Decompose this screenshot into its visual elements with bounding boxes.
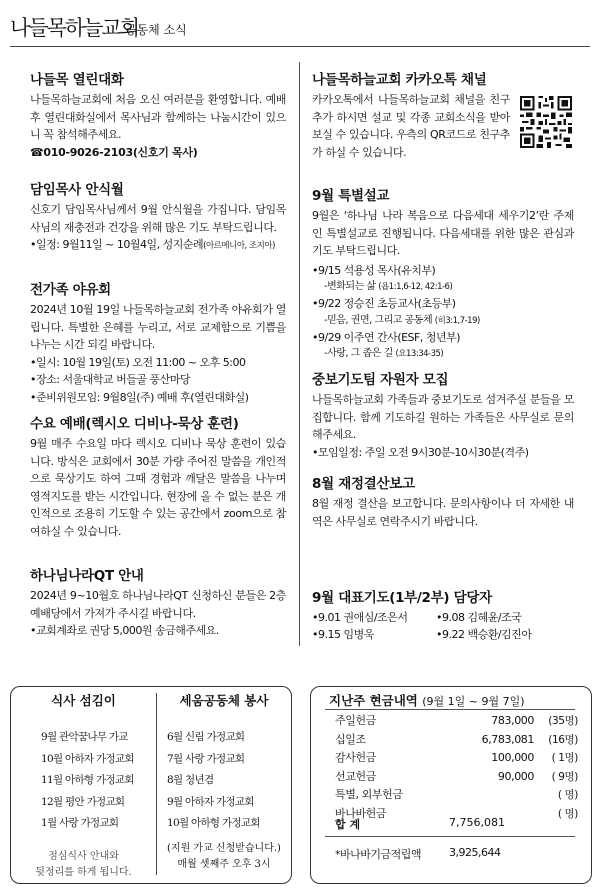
service-note: (지원 가교 신청받습니다.) 매월 셋째주 오후 3시 — [167, 842, 281, 870]
picnic-item: •준비위원모임: 9월8일(주) 예배 후(열린대화실) — [30, 390, 249, 404]
sabbatical-title: 담임목사 안식월 — [30, 182, 124, 198]
header-divider — [10, 46, 590, 47]
qt-item: •교회계좌로 권당 5,000원 송금해주세요. — [30, 624, 219, 637]
meal-item: 12월 평안 가정교회 — [41, 795, 125, 808]
service-list — [157, 707, 291, 835]
picnic-title: 전가족 야유회 — [30, 282, 111, 298]
sermon-subtitle: -변화되는 삶 (욥1:1,6-12, 42:1-6) — [324, 281, 453, 292]
welcome-phone: ☎010-9026-2103(신호기 목사) — [30, 145, 198, 159]
qt-body: 2024년 9~10월호 하나님나라QT 신청하신 분들은 2층 예배당에서 가져가 주시길 바랍니다. — [30, 589, 286, 620]
meal-column — [11, 687, 156, 881]
offering-total: 합 계 7,756,081 — [335, 816, 505, 831]
meal-item: 1월 사랑 가정교회 — [41, 817, 119, 829]
offering-row: 감사헌금 100,000 ( 1명) — [335, 751, 578, 764]
sermon-subtitle: -사랑, 그 좁은 길 (요13:34-35) — [324, 348, 444, 359]
offering-total-divider — [325, 836, 575, 837]
welcome-title: 나들목 열린대화 — [30, 72, 124, 88]
service-item: 10월 아하형 가정교회 — [167, 817, 260, 829]
barnabas-fund: *바나바기금적립액 3,925,644 — [335, 846, 501, 861]
qt-title: 하나님나라QT 안내 — [30, 568, 144, 584]
finance-body: 8월 재정 결산을 보고합니다. 문의사항이나 더 자세한 내역은 사무실로 연락주시기 바랍니다. — [312, 497, 574, 528]
duty-section — [312, 586, 574, 643]
duty-title: 9월 대표기도(1부/2부) 담당자 — [312, 590, 492, 606]
sabbatical-section — [30, 178, 286, 256]
sermon-body: 9월은 ‘하나님 나라 복음으로 다음세대 세우기2’란 주제인 특별설교로 진행됩니다. 다음세대를 위한 많은 관심과 기도 부탁드립니다. — [312, 209, 574, 257]
prayer-section — [312, 368, 574, 461]
service-title: 세움공동체 봉사 — [179, 693, 269, 708]
offering-title: 지난주 현금내역 (9월 1일 ~ 9월 7일) — [329, 693, 525, 708]
kakao-title: 나들목하늘교회 카카오톡 채널 — [312, 72, 487, 88]
offering-row: 선교헌금 90,000 ( 9명) — [335, 769, 578, 783]
picnic-item: •일시: 10월 19일(토) 오전 11:00 ~ 오후 5:00 — [30, 355, 246, 369]
sermon-item: •9/29 이주연 간사(ESF, 청년부) — [312, 330, 461, 344]
duty-item: •9.01 권애심/조은서 — [312, 611, 408, 624]
header-subtitle: 공동체 소식 — [125, 23, 187, 37]
qt-section — [30, 564, 286, 640]
sermon-subtitle: -믿음, 권면, 그리고 공동체 (히3:1,7-19) — [324, 314, 480, 326]
finance-section — [312, 472, 574, 530]
meal-list — [11, 707, 156, 835]
lectio-title: 수요 예배(렉시오 디비나-묵상 훈련) — [30, 416, 239, 432]
meal-item: 10월 아하자 가정교회 — [41, 752, 134, 765]
church-logo: 나들목하늘교회 — [10, 16, 139, 40]
offering-row: 십일조 6,783,081 (16명) — [335, 732, 578, 746]
offering-top-divider — [325, 709, 575, 710]
picnic-section — [30, 278, 286, 406]
service-item: 9월 아하자 가정교회 — [167, 795, 254, 808]
meal-service-box — [10, 686, 292, 884]
qr-code-icon[interactable] — [520, 96, 572, 148]
prayer-body: 나들목하늘교회 가족들과 중보기도로 섬겨주실 분들을 모집합니다. 함께 기도하길 원하는 가족들은 사무실로 문의해주세요. — [312, 393, 574, 441]
kakao-body: 카카오톡에서 나들목하늘교회 채널을 친구추가 하시면 설교 및 각종 교회소식을 받아보실 수 있습니다. 우측의 QR코드로 친구추가 하실 수 있습니다. — [312, 93, 510, 159]
sermon-item: •9/15 석용성 목사(유치부) — [312, 263, 436, 277]
offering-box — [310, 686, 592, 884]
meal-item: 9월 관악꿈나무 가교 — [41, 731, 128, 743]
welcome-body: 나들목하늘교회에 처음 오신 여러분을 환영합니다. 예배 후 열린대화실에서 목사님과 함께하는 나눔시간이 있으니 꼭 참석해주세요. — [30, 93, 286, 141]
service-item: 7월 사랑 가정교회 — [167, 752, 245, 765]
sermon-title: 9월 특별설교 — [312, 188, 390, 204]
lectio-body: 9월 매주 수요일 마다 렉시오 디비나 묵상 훈련이 있습니다. 방식은 교회에서 30분 가량 주어진 말씀을 개인적으로 묵상기도 하여 그때 경험과 깨달은 말씀을 나누며 영적지도를 받는 시간입니다. 현장에 올 수 없는 분은 개인적으로 조용히 기도할 수 있는 공간에서 zoom으로 참여하실 수 있습니다. — [30, 437, 286, 538]
duty-item: •9.08 김혜윤/조국 — [436, 611, 522, 624]
offering-rows — [333, 712, 578, 823]
service-item: 6월 신림 가정교회 — [167, 731, 245, 743]
duty-list — [312, 609, 574, 643]
sabbatical-body: 신호기 담임목사님께서 9월 안식월을 가집니다. 담임목사님의 재충전과 건강을 위해 많은 기도 부탁드립니다. — [30, 203, 286, 234]
offering-row: 주일헌금 783,000 (35명) — [335, 714, 578, 727]
finance-title: 8월 재정결산보고 — [312, 476, 415, 492]
kakao-section — [312, 68, 574, 161]
service-item: 8월 청년겸 — [167, 774, 214, 786]
sermon-section — [312, 184, 574, 362]
meal-item: 11월 아하형 가정교회 — [41, 774, 134, 786]
sabbatical-schedule: •일정: 9월11일 ~ 10월4일, 성지순례(아르메니아, 조지아) — [30, 238, 275, 251]
duty-item: •9.22 백승환/김진아 — [436, 628, 532, 641]
offering-row: 특별, 외부헌금 ( 명) — [335, 788, 578, 801]
picnic-item: •장소: 서울대학교 버들골 풍산마당 — [30, 373, 190, 386]
picnic-body: 2024년 10월 19일 나들목하늘교회 전가족 야유회가 열립니다. 특별한 은혜를 누리고, 서로 교제함으로 기쁨을 나누는 시간 되길 바랍니다. — [30, 303, 286, 351]
column-divider — [299, 62, 300, 646]
offering-row: 바나바헌금 ( 명) — [335, 806, 578, 820]
sermon-item: •9/22 정승진 초등교사(초등부) — [312, 297, 456, 310]
page-header — [0, 0, 600, 60]
prayer-title: 중보기도팀 자원자 모집 — [312, 372, 449, 388]
service-column — [157, 687, 291, 873]
duty-item: •9.15 임병욱 — [312, 628, 374, 641]
prayer-item: •모임일정: 주일 오전 9시30분-10시30분(격주) — [312, 445, 529, 459]
meal-title: 식사 섬김이 — [51, 693, 116, 708]
meal-note: 점심식사 안내와 뒷정리를 하게 됩니다. — [35, 850, 132, 878]
welcome-section — [30, 68, 286, 162]
lectio-section — [30, 412, 286, 540]
